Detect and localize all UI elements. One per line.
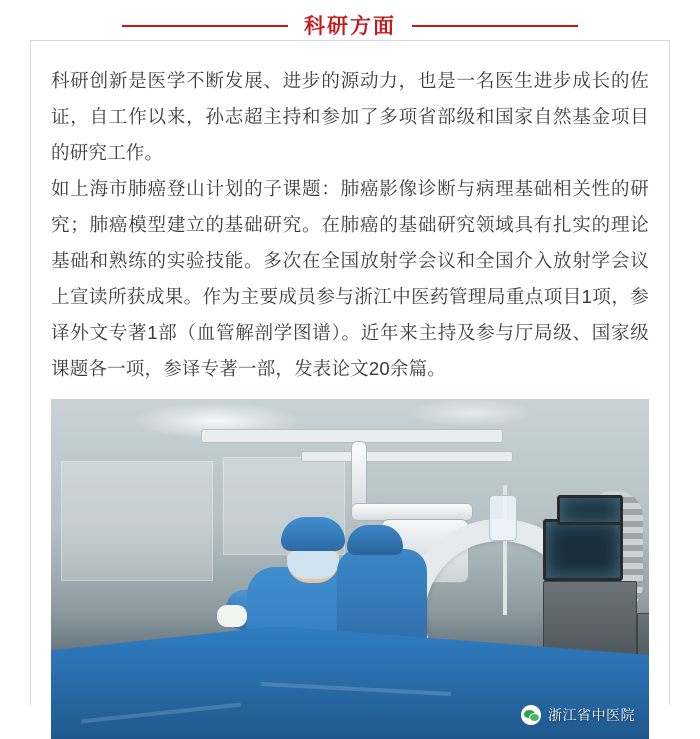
article-body: [31, 41, 669, 387]
doctor-glove: [217, 605, 247, 627]
paragraph-1: 科研创新是医学不断发展、进步的源动力，也是一名医生进步成长的佐证，自工作以来，孙志超主持和参加了多项省部级和国家自然基金项目的研究工作。: [51, 70, 649, 163]
watermark-label: 浙江省中医院: [548, 707, 635, 723]
ceiling-rail-secondary: [301, 451, 513, 462]
content-card: [30, 40, 670, 723]
display-monitor-2: [557, 495, 623, 525]
page-title: 科研方面: [304, 14, 396, 38]
watermark: [521, 705, 635, 725]
doctor-mask: [287, 551, 339, 579]
ceiling-rail-main: [201, 429, 503, 443]
article-photo: [51, 399, 649, 739]
wall-panel-left: [61, 461, 213, 581]
header-rule-left: [122, 25, 288, 27]
photo-scene: [51, 399, 649, 739]
doctor-surgical-cap: [281, 517, 345, 551]
display-monitor-1: [543, 519, 623, 581]
iv-bag: [489, 495, 517, 541]
assistant-surgical-cap: [347, 525, 403, 555]
wechat-icon: [521, 705, 541, 725]
header-rule-right: [412, 25, 578, 27]
paragraph-2: 如上海市肺癌登山计划的子课题：肺癌影像诊断与病理基础相关性的研究；肺癌模型建立的基础研究。在肺癌的基础研究领域具有扎实的理论基础和熟练的实验技能。多次在全国放射学会议和全国介入放射学会议上宣读所获成果。作为主要成员参与浙江中医药管理局重点项目1项，参译外文专著1部（血管解剖学图谱）。近年来主持及参与厅局级、国家级课题各一项，参译专著一部，发表论文20余篇。: [51, 178, 649, 379]
